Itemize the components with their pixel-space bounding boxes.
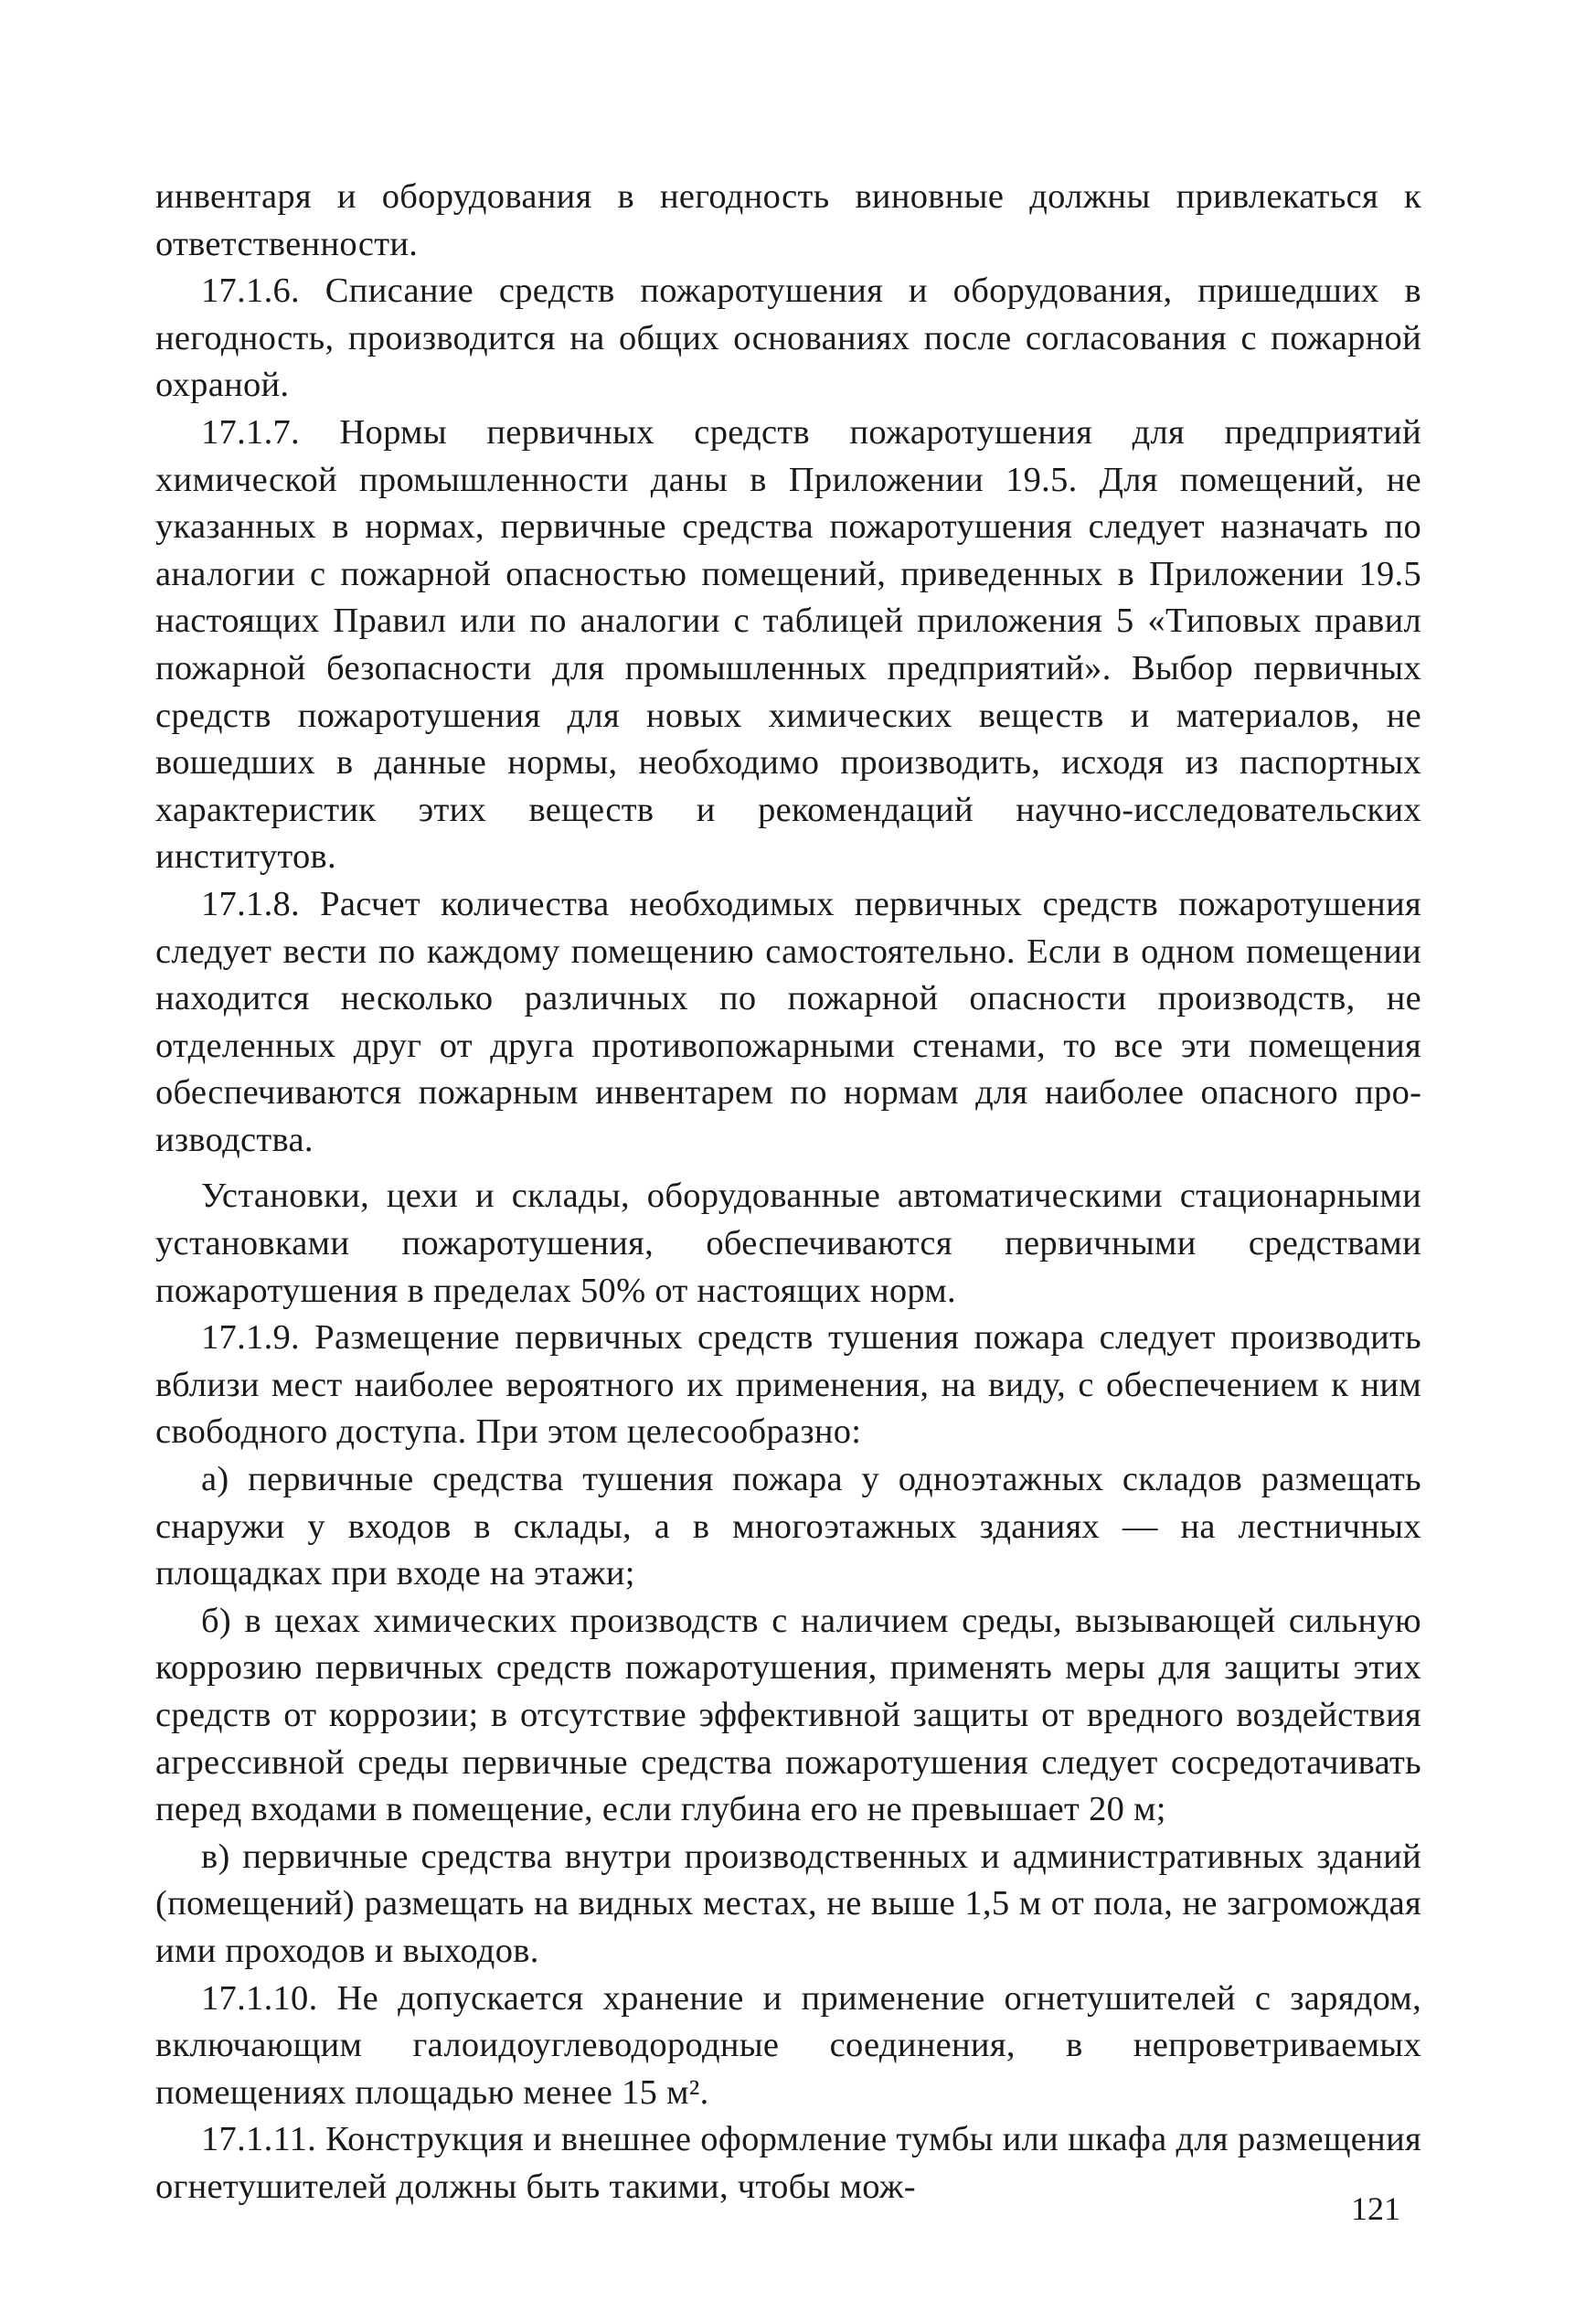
paragraph-17-1-10: 17.1.10. Не допускается хранение и применение огнетушителей с зарядом, включающим галоидоуглеводородные соединения, в непроветриваемых помещениях площадью менее 15 м². <box>155 1978 1421 2112</box>
paragraph-17-1-8: 17.1.8. Расчет количества необходимых первичных средств пожаротушения следует вести по каждому помещению самостоятельно. Если в одном помещении находится несколько различных по пожарной опасности производств, не отделенных друг от друга противопожарными стенами, то все эти помещения обеспечиваются пожарным инвентарем по нормам для наиболее опасного производства. <box>155 884 1421 1159</box>
list-item-v: в) первичные средства внутри производственных и административных зданий (помещений) размещать на видных местах, не выше 1,5 м от пола, не загромождая ими проходов и выходов. <box>155 1837 1421 1970</box>
paragraph-installations: Установки, цехи и склады, оборудованные автоматическими стационарными установками пожаротушения, обеспечиваются первичными средствами пожаротушения в пределах 50% от настоящих норм. <box>155 1177 1421 1310</box>
document-body <box>155 174 1421 2211</box>
paragraph-17-1-11: 17.1.11. Конструкция и внешнее оформление тумбы или шкафа для размещения огнетушителей должны быть такими, чтобы мож- <box>155 2120 1421 2206</box>
list-item-a: а) первичные средства тушения пожара у одноэтажных складов размещать снаружи у входов в склады, а в многоэтажных зданиях — на лестничных площадках при входе на этажи; <box>155 1460 1421 1593</box>
page-number: 121 <box>1351 2190 1400 2227</box>
list-item-b: б) в цехах химических производств с наличием среды, вызывающей сильную коррозию первичных средств пожаротушения, применять меры для защиты этих средств от коррозии; в отсутствие эффективной защиты от вредного воздействия агрессивной среды первичные средства пожаротушения следует сосредотачивать перед входами в помещение, если глубина его не превышает 20 м; <box>155 1601 1421 1829</box>
paragraph-continuation: инвентаря и оборудования в негодность виновные должны привлекаться к ответственности. <box>155 177 1421 263</box>
paragraph-17-1-7: 17.1.7. Нормы первичных средств пожаротушения для предприятий химической промышленности даны в Приложении 19.5. Для помещений, не указанных в нормах, первичные средства пожаротушения следует назначать по аналогии с пожарной опасностью помещений, приведенных в Приложении 19.5 настоящих Правил или по аналогии с таблицей приложения 5 «Типовых правил пожарной безопасности для промышленных предприятий». Выбор первичных средств пожаротушения для новых химических веществ и материалов, не вошедших в данные нормы, необходимо производить, исходя из паспортных характеристик этих веществ и рекомендаций научно-исследовательских институтов. <box>155 412 1421 877</box>
paragraph-17-1-9: 17.1.9. Размещение первичных средств тушения пожара следует производить вблизи мест наиболее вероятного их применения, на виду, с обеспечением к ним свободного доступа. При этом целесообразно: <box>155 1318 1421 1452</box>
paragraph-17-1-6: 17.1.6. Списание средств пожаротушения и оборудования, пришедших в негодность, производится на общих основаниях после согласования с пожарной охраной. <box>155 272 1421 405</box>
